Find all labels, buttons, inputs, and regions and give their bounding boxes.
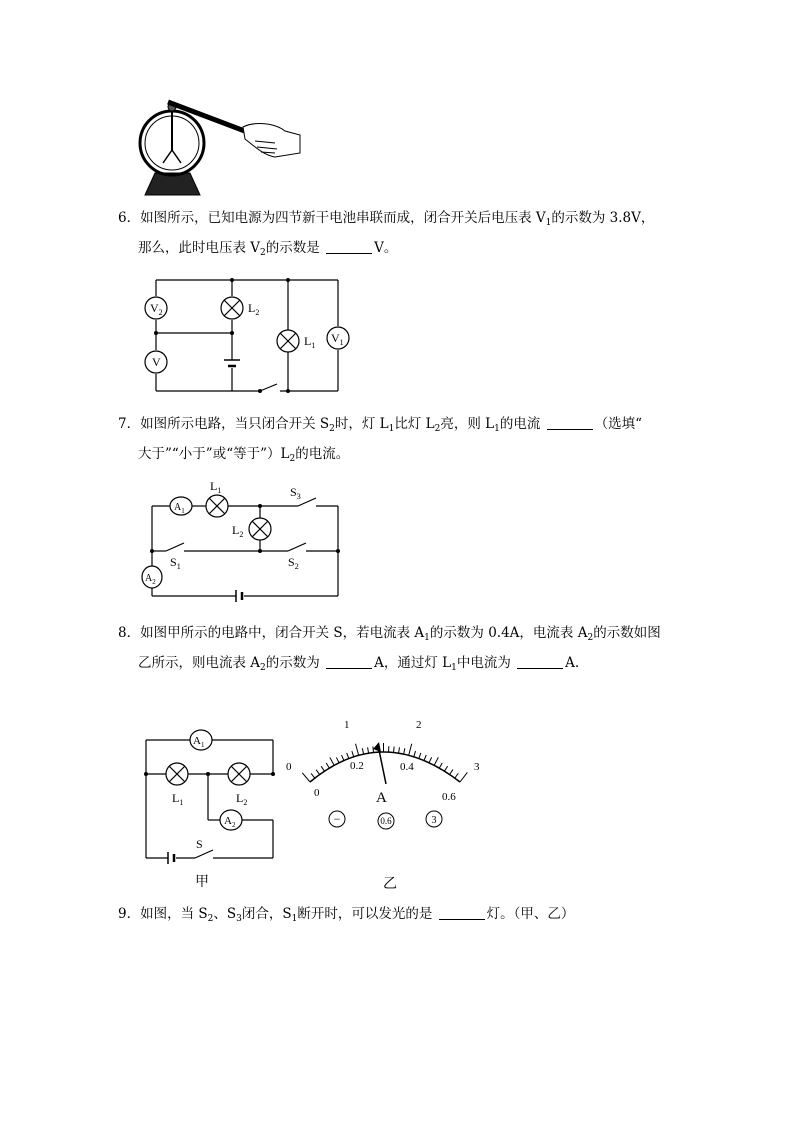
dial-tick (302, 773, 310, 782)
switch-s-label: S (196, 837, 203, 851)
dial-tick (336, 757, 339, 762)
dial-tick (352, 751, 354, 757)
terminal-0.6: 0.6 (380, 816, 392, 826)
dial-tick (399, 747, 400, 753)
lamp-l1-label: $L_1$ (172, 791, 184, 807)
svg-text:0: 0 (314, 787, 320, 799)
q6-circuit (140, 278, 350, 393)
svg-text:2: 2 (416, 719, 422, 731)
ammeter-a1-label: $A_1$ (174, 502, 185, 515)
dial-tick (373, 747, 374, 753)
lamp-l1-label: $L_1$ (304, 334, 316, 350)
dial-tick (316, 770, 320, 775)
unit-label: A (376, 790, 387, 806)
q7-circuit (140, 478, 350, 608)
answer-blank[interactable] (547, 415, 593, 430)
dial-tick (455, 773, 459, 778)
voltmeter-v1-label: $V_1$ (331, 331, 344, 347)
ammeter-a2-label: $A_2$ (145, 573, 156, 586)
question-6: 6．如图所示，已知电源为四节新干电池串联而成，闭合开关后电压表 $V_1$的示数为 3.8V， 那么，此时电压表 $V_2$的示数是 V。 (118, 210, 655, 258)
voltmeter-v2-label: $V_2$ (150, 301, 163, 317)
terminal-negative: − (333, 812, 341, 826)
svg-text:0.6: 0.6 (442, 791, 456, 803)
lamp-l1-label: $L_1$ (210, 479, 222, 495)
dial-tick (342, 755, 344, 761)
dial-tick (450, 770, 453, 775)
q8-circuit-jia (140, 728, 280, 893)
dial-tick (368, 747, 369, 753)
dial-tick (362, 748, 363, 754)
svg-text:0.4: 0.4 (400, 761, 414, 773)
dial-tick (409, 744, 412, 756)
switch-s3-label: $S_3$ (290, 485, 301, 501)
answer-blank[interactable] (326, 239, 372, 254)
figure-yi-caption: 乙 (383, 877, 397, 892)
dial-tick (311, 773, 315, 778)
dial-tick (460, 772, 467, 782)
terminal-3: 3 (431, 815, 437, 826)
ammeter-a2-label: $A_2$ (224, 815, 236, 829)
dial-tick (347, 753, 349, 759)
svg-text:3: 3 (474, 761, 480, 773)
dial-tick (414, 751, 416, 757)
lamp-l2-label: $L_2$ (236, 791, 248, 807)
question-9: 9．如图，当 $S_2$、$S_3$闭合，$S_1$断开时，可以发光的是 灯。（甲、乙） (118, 906, 575, 924)
dial-tick (419, 753, 421, 759)
question-7: 7．如图所示电路，当只闭合开关 $S_2$时，灯 $L_1$比灯 $L_2$亮，则 $L_1$的电流 （选填“ 大于”“小于”或“等于$”)L_2$的电流。 (118, 416, 643, 464)
dial-tick (394, 747, 395, 753)
answer-blank[interactable] (517, 654, 563, 669)
q8-ammeter-dial (282, 712, 492, 892)
dial-tick (444, 766, 447, 771)
switch-s1-label: $S_1$ (170, 555, 181, 571)
voltmeter-v-label: V (152, 355, 161, 369)
ammeter-a1-label: $A_1$ (193, 735, 205, 749)
dial-tick (321, 766, 324, 771)
dial-tick (330, 757, 334, 765)
dial-tick (434, 757, 438, 765)
dial-tick (439, 763, 442, 768)
electroscope-figure (135, 95, 310, 200)
answer-blank[interactable] (326, 654, 372, 669)
answer-blank[interactable] (439, 905, 485, 920)
dial-tick (404, 748, 405, 754)
lamp-l2-label: $L_2$ (248, 301, 260, 317)
question-8: 8．如图甲所示的电路中，闭合开关 S，若电流表 $A_1$的示数为 0.4A，电流表 $A_2$的示数如图 乙所示，则电流表 $A_2$的示数为 A，通过灯 $L_1$中电流为 A. (118, 625, 661, 673)
switch-s2-label: $S_2$ (288, 555, 299, 571)
lamp-l2-label: $L_2$ (232, 523, 244, 539)
svg-text:0: 0 (286, 761, 292, 773)
figure-jia-caption: 甲 (195, 875, 209, 890)
dial-tick (424, 755, 426, 761)
svg-text:1: 1 (344, 719, 350, 731)
svg-text:0.2: 0.2 (350, 760, 364, 772)
dial-tick (326, 763, 329, 768)
dial-tick (356, 744, 359, 756)
dial-tick (429, 757, 432, 762)
